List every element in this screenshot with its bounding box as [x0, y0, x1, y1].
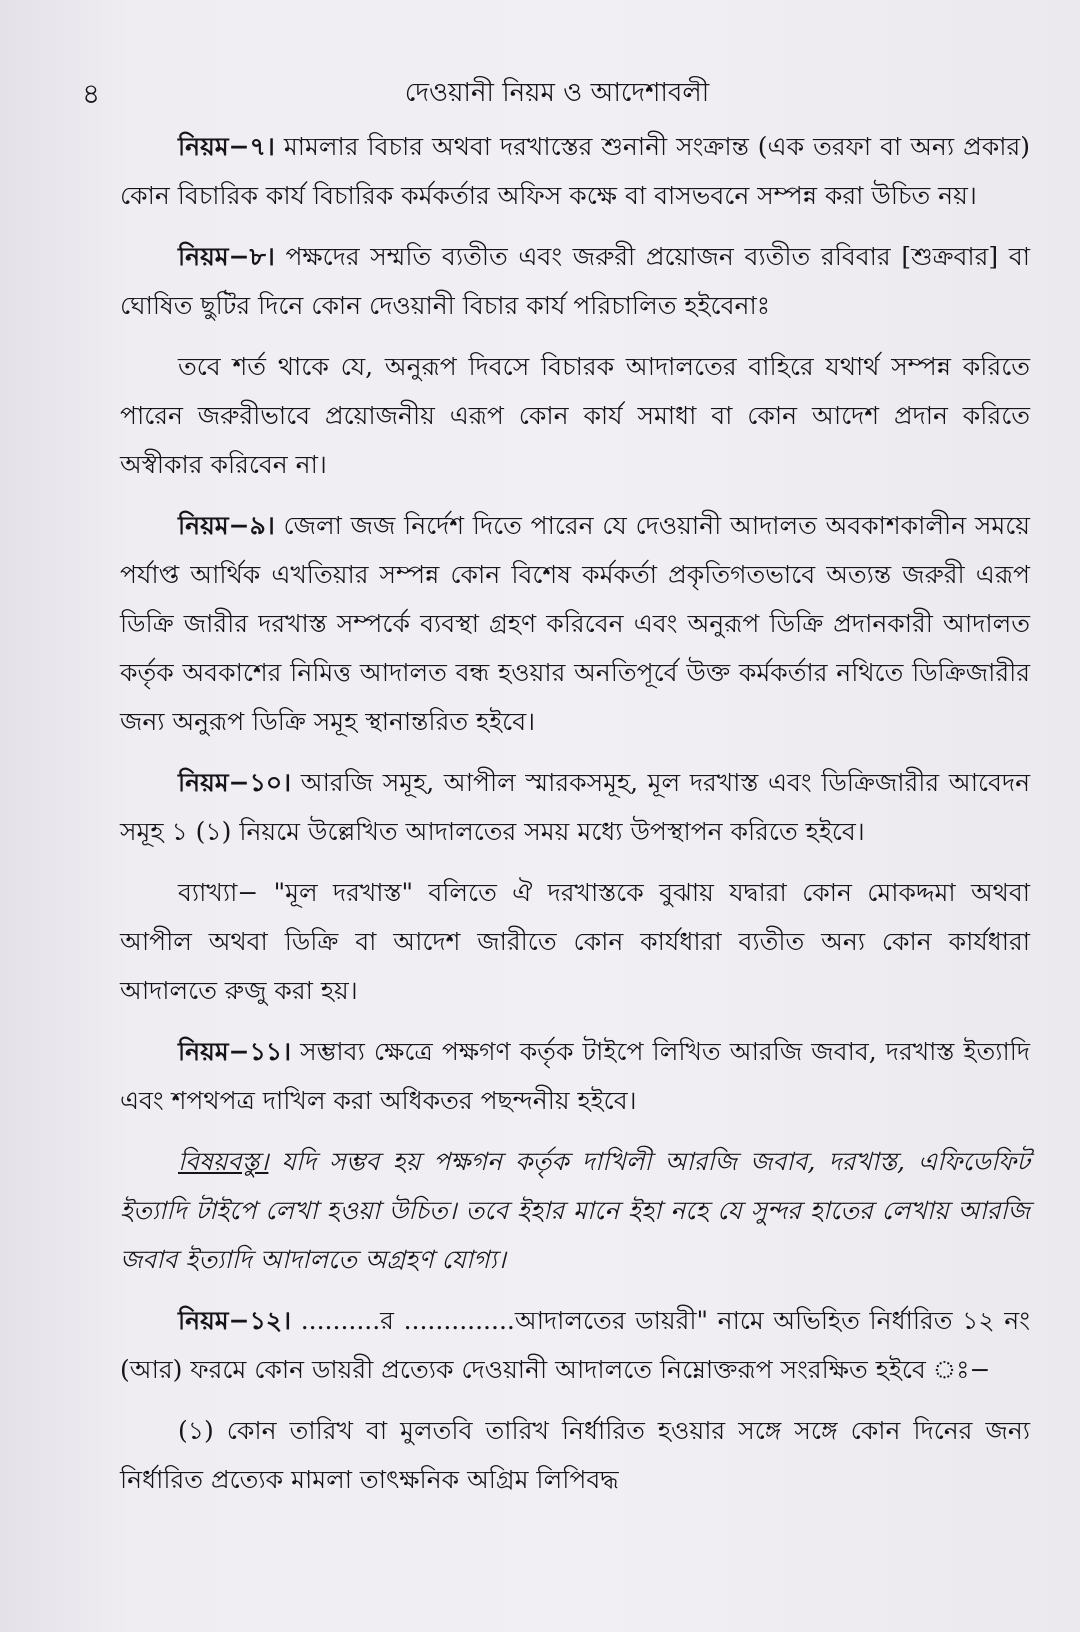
- rule-10-paragraph: [120, 758, 1030, 856]
- proviso-paragraph: [120, 342, 1030, 489]
- rule-9-paragraph: [120, 501, 1030, 746]
- running-title: দেওয়ানী নিয়ম ও আদেশাবলী: [404, 78, 710, 108]
- paragraph-text: যদি সম্ভব হয় পক্ষগন কর্তৃক দাখিলী আরজি জবাব, দরখাস্ত, এফিডেফিট ইত্যাদি টাইপে লেখা হওয়া উচিত। তবে ইহার মানে ইহা নহে যে সুন্দর হাতের লেখায় আরজি জবাব ইত্যাদি আদালতে অগ্রহণ যোগ্য।: [120, 1147, 1030, 1274]
- rule-8-paragraph: [120, 232, 1030, 330]
- explanation-paragraph: [120, 868, 1030, 1015]
- rule-label: নিয়ম−৮।: [178, 242, 275, 271]
- paragraph-text: ব্যাখ্যা− "মূল দরখাস্ত" বলিতে ঐ দরখাস্তকে বুঝায় যদ্বারা কোন মোকদ্দমা অথবা আপীল অথবা ডিক্রি বা আদেশ জারীতে কোন কার্যধারা ব্যতীত অন্য কোন কার্যধারা আদালতে রুজু করা হয়।: [120, 878, 1030, 1005]
- paragraph-text: ..........র ..............আদালতের ডায়রী" নামে অভিহিত নির্ধারিত ১২ নং (আর) ফরমে কোন ডায়রী প্রত্যেক দেওয়ানী আদালতে নিম্নোক্তরূপ সংরক্ষিত হইবে ঃ−: [120, 1306, 1030, 1384]
- rule-label: নিয়ম−১২।: [178, 1306, 292, 1335]
- paragraph-text: সম্ভাব্য ক্ষেত্রে পক্ষগণ কর্তৃক টাইপে লিখিত আরজি জবাব, দরখাস্ত ইত্যাদি এবং শপথপত্র দাখিল করা অধিকতর পছন্দনীয় হইবে।: [120, 1037, 1030, 1115]
- commentary-paragraph: [120, 1137, 1030, 1284]
- rule-12-paragraph: [120, 1296, 1030, 1394]
- commentary-label: বিষয়বস্তু।: [178, 1147, 269, 1176]
- paragraph-text: পক্ষদের সম্মতি ব্যতীত এবং জরুরী প্রয়োজন ব্যতীত রবিবার [শুক্রবার] বা ঘোষিত ছুটির দিনে কোন দেওয়ানী বিচার কার্য পরিচালিত হইবেনাঃ: [120, 242, 1030, 320]
- paragraph-text: জেলা জজ নির্দেশ দিতে পারেন যে দেওয়ানী আদালত অবকাশকালীন সময়ে পর্যাপ্ত আর্থিক এখতিয়ার সম্পন্ন কোন বিশেষ কর্মকর্তা প্রকৃতিগতভাবে অত্যন্ত জরুরী এরূপ ডিক্রি জারীর দরখাস্ত সম্পর্কে ব্যবস্থা গ্রহণ করিবেন এবং অনুরূপ ডিক্রি প্রদানকারী আদালত কর্তৃক অবকাশের নিমিত্ত আদালত বন্ধ হওয়ার অনতিপূর্বে উক্ত কর্মকর্তার নথিতে ডিক্রিজারীর জন্য অনুরূপ ডিক্রি সমূহ স্থানান্তরিত হইবে।: [120, 511, 1030, 736]
- rule-11-paragraph: [120, 1027, 1030, 1125]
- clause-1-paragraph: [120, 1406, 1030, 1504]
- page-header: [74, 72, 1040, 112]
- paragraph-text: মামলার বিচার অথবা দরখাস্তের শুনানী সংক্রান্ত (এক তরফা বা অন্য প্রকার) কোন বিচারিক কার্য বিচারিক কর্মকর্তার অফিস কক্ষে বা বাসভবনে সম্পন্ন করা উচিত নয়।: [120, 132, 1030, 210]
- rule-label: নিয়ম−৭।: [178, 132, 275, 161]
- rule-label: নিয়ম−১১।: [178, 1037, 292, 1066]
- rule-label: নিয়ম−৯।: [178, 511, 275, 540]
- paragraph-text: (১) কোন তারিখ বা মুলতবি তারিখ নির্ধারিত হওয়ার সঙ্গে সঙ্গে কোন দিনের জন্য নির্ধারিত প্রত্যেক মামলা তাৎক্ষনিক অগ্রিম লিপিবদ্ধ: [120, 1416, 1030, 1494]
- rule-label: নিয়ম−১০।: [178, 768, 292, 797]
- paragraph-text: তবে শর্ত থাকে যে, অনুরূপ দিবসে বিচারক আদালতের বাহিরে যথার্থ সম্পন্ন করিতে পারেন জরুরীভাবে প্রয়োজনীয় এরূপ কোন কার্য সমাধা বা কোন আদেশ প্রদান করিতে অস্বীকার করিবেন না।: [120, 352, 1030, 479]
- rule-7-paragraph: [120, 122, 1030, 220]
- document-body: [120, 122, 1030, 1516]
- paragraph-text: আরজি সমূহ, আপীল স্মারকসমূহ, মূল দরখাস্ত এবং ডিক্রিজারীর আবেদন সমূহ ১ (১) নিয়মে উল্লেখিত আদালতের সময় মধ্যে উপস্থাপন করিতে হইবে।: [120, 768, 1030, 846]
- page-number: ৪: [82, 77, 101, 110]
